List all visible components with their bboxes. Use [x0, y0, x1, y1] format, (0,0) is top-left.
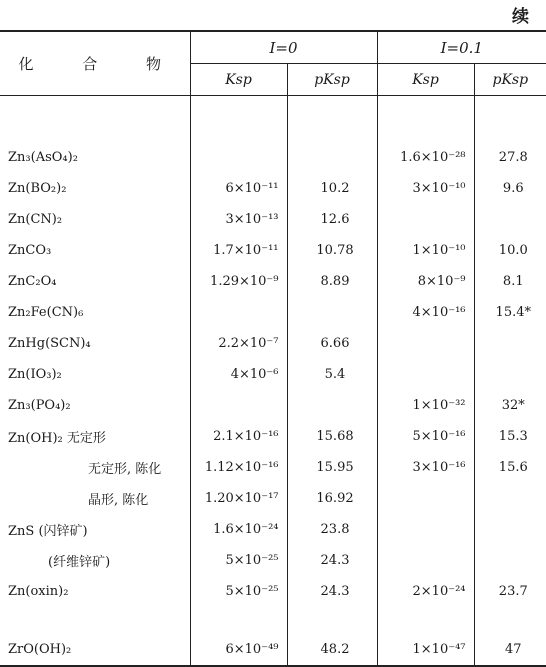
table-row [0, 142, 546, 173]
ksp-i01 [377, 514, 474, 545]
compound-name: ZnCO₃ [0, 235, 190, 266]
ksp-i0 [190, 297, 287, 328]
pksp-i01: 32* [501, 397, 525, 413]
ksp-i0: 6×10⁻⁴⁹ [190, 635, 287, 666]
pksp-i01 [474, 514, 546, 545]
compound-name: Zn(CN)₂ [0, 204, 190, 235]
ksp-i0: 3×10⁻¹³ [190, 204, 287, 235]
ksp-i0: 1.7×10⁻¹¹ [190, 235, 287, 266]
ksp-i01: 8×10⁻⁹ [377, 266, 474, 297]
ksp-i0: 1.29×10⁻⁹ [190, 266, 287, 297]
ksp-i0: 4×10⁻⁶ [190, 359, 287, 390]
ksp-i01: 1×10⁻³² [377, 390, 474, 421]
ksp-i0: 6×10⁻¹¹ [190, 173, 287, 204]
ksp-i01: 3×10⁻¹⁶ [377, 452, 474, 483]
compound-name: Zn(BO₂)₂ [0, 173, 190, 204]
ksp-i0: 2.1×10⁻¹⁶ [190, 421, 287, 452]
table-row [0, 266, 546, 297]
table-row [0, 297, 546, 328]
ksp-i01: 5×10⁻¹⁶ [377, 421, 474, 452]
compound-name: Zn₃(AsO₄)₂ [0, 142, 190, 173]
table-row [0, 390, 546, 421]
ksp-i01 [377, 359, 474, 390]
pksp-i01 [474, 483, 546, 514]
ksp-i01 [377, 483, 474, 514]
table-row [0, 452, 546, 483]
pksp-i0: 23.8 [287, 514, 377, 545]
table-row [0, 204, 546, 235]
pksp-i0: 10.78 [287, 235, 377, 266]
pksp-i01: 15.3 [498, 428, 528, 444]
pksp-i01 [474, 545, 546, 576]
solubility-table [0, 30, 546, 667]
pksp-header-1: pKsp [474, 64, 546, 96]
ksp-i0: 5×10⁻²⁵ [190, 576, 287, 607]
table-row [0, 483, 546, 514]
compound-name: ZnS (闪锌矿) [0, 514, 190, 545]
compound-name: Zn(OH)₂ 无定形 [0, 421, 190, 452]
table-row [0, 576, 546, 607]
continued-label: 续 [512, 7, 530, 27]
ksp-i0: 5×10⁻²⁵ [190, 545, 287, 576]
ksp-i01 [377, 204, 474, 235]
table-row [0, 635, 546, 666]
compound-name: Zn(oxin)₂ [0, 576, 190, 607]
ksp-i01: 3×10⁻¹⁰ [377, 173, 474, 204]
compound-header: 化 合 物 [0, 31, 190, 96]
ksp-i0 [190, 390, 287, 421]
table-row [0, 328, 546, 359]
table-row [0, 421, 546, 452]
pksp-i0: 12.6 [287, 204, 377, 235]
pksp-i01 [474, 359, 546, 390]
pksp-i01: 8.1 [502, 273, 524, 289]
compound-name: Zn(IO₃)₂ [0, 359, 190, 390]
pksp-header-0: pKsp [287, 64, 377, 96]
pksp-i01: 10.0 [498, 242, 528, 258]
pksp-i01: 23.7 [498, 583, 528, 599]
ksp-i0: 1.6×10⁻²⁴ [190, 514, 287, 545]
ksp-i01: 1.6×10⁻²⁸ [377, 142, 474, 173]
compound-name: ZnHg(SCN)₄ [0, 328, 190, 359]
pksp-i01 [474, 204, 546, 235]
ionic-strength-0.1-header: I=0.1 [377, 31, 546, 64]
pksp-i0: 6.66 [287, 328, 377, 359]
pksp-i0: 10.2 [287, 173, 377, 204]
table-row [0, 514, 546, 545]
ksp-i01: 1×10⁻⁴⁷ [377, 635, 474, 666]
table-row [0, 545, 546, 576]
compound-name: ZnC₂O₄ [0, 266, 190, 297]
compound-name: 无定形, 陈化 [0, 452, 190, 483]
ksp-i01: 2×10⁻²⁴ [377, 576, 474, 607]
ksp-i01: 4×10⁻¹⁶ [377, 297, 474, 328]
pksp-i0: 8.89 [287, 266, 377, 297]
pksp-i0 [287, 390, 377, 421]
ksp-header-1: Ksp [377, 64, 474, 96]
pksp-i0: 24.3 [287, 576, 377, 607]
pksp-i01: 9.6 [502, 180, 524, 196]
compound-name: 晶形, 陈化 [0, 483, 190, 514]
pksp-i01: 47 [505, 642, 522, 657]
ksp-i0: 2.2×10⁻⁷ [190, 328, 287, 359]
ksp-header-0: Ksp [190, 64, 287, 96]
table-row [0, 359, 546, 390]
ksp-i0: 1.20×10⁻¹⁷ [190, 483, 287, 514]
ksp-i0: 1.12×10⁻¹⁶ [190, 452, 287, 483]
compound-name: Zn₂Fe(CN)₆ [0, 297, 190, 328]
pksp-i0 [287, 297, 377, 328]
ksp-i0 [190, 142, 287, 173]
pksp-i01: 15.4* [495, 304, 531, 320]
compound-name: ZrO(OH)₂ [0, 635, 190, 666]
pksp-i0: 15.95 [287, 452, 377, 483]
table-row [0, 173, 546, 204]
pksp-i0: 5.4 [287, 359, 377, 390]
pksp-i01 [474, 328, 546, 359]
ksp-i01: 1×10⁻¹⁰ [377, 235, 474, 266]
pksp-i0: 16.92 [287, 483, 377, 514]
pksp-i01: 27.8 [498, 149, 528, 165]
pksp-i0: 15.68 [287, 421, 377, 452]
ksp-i01 [377, 328, 474, 359]
compound-name: (纤维锌矿) [0, 545, 190, 576]
ionic-strength-0-header: I=0 [190, 31, 377, 64]
pksp-i0: 48.2 [287, 635, 377, 666]
table-row [0, 235, 546, 266]
compound-name: Zn₃(PO₄)₂ [0, 390, 190, 421]
ksp-i01 [377, 545, 474, 576]
pksp-i0: 24.3 [287, 545, 377, 576]
pksp-i0 [287, 142, 377, 173]
pksp-i01: 15.6 [498, 459, 528, 475]
